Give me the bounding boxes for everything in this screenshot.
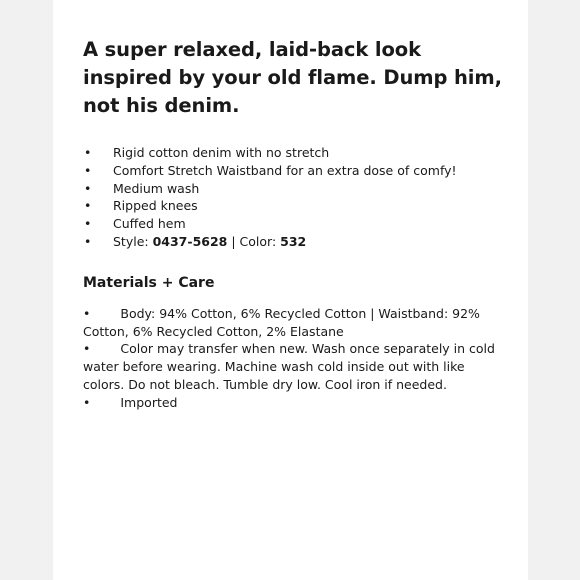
bullet-icon: • bbox=[83, 305, 91, 321]
list-item bbox=[83, 180, 503, 198]
feature-text: Cuffed hem bbox=[113, 216, 186, 232]
materials-text: Body: 94% Cotton, 6% Recycled Cotton | Waistband: 92% Cotton, 6% Recycled Cotton, 2% Elastane bbox=[83, 305, 480, 339]
feature-text: Comfort Stretch Waistband for an extra dose of comfy! bbox=[113, 162, 457, 178]
feature-list bbox=[83, 144, 503, 251]
feature-text: Medium wash bbox=[113, 180, 200, 196]
bullet-icon: • bbox=[84, 233, 92, 249]
list-item bbox=[83, 215, 503, 233]
style-label: Style: bbox=[113, 233, 153, 249]
bullet-icon: • bbox=[84, 180, 92, 196]
product-description-card bbox=[53, 0, 528, 580]
description-content bbox=[83, 36, 503, 412]
bullet-icon: • bbox=[83, 341, 91, 357]
materials-care-heading: Materials + Care bbox=[83, 274, 215, 291]
materials-care-list bbox=[83, 305, 503, 412]
bullet-icon: • bbox=[84, 162, 92, 178]
list-item bbox=[83, 197, 503, 215]
origin-text: Imported bbox=[120, 394, 178, 410]
feature-text: Ripped knees bbox=[113, 198, 198, 214]
style-color-item bbox=[83, 233, 503, 251]
list-item bbox=[83, 305, 503, 341]
list-item bbox=[83, 394, 503, 412]
bullet-icon: • bbox=[83, 394, 91, 410]
bullet-icon: • bbox=[84, 145, 92, 160]
style-code: 0437-5628 bbox=[152, 233, 228, 249]
feature-text: Rigid cotton denim with no stretch bbox=[113, 145, 330, 160]
bullet-icon: • bbox=[84, 216, 92, 232]
list-item bbox=[83, 144, 503, 162]
list-item bbox=[83, 340, 503, 393]
product-headline: A super relaxed, laid-back look inspired by your old flame. Dump him, not his denim. bbox=[83, 38, 502, 117]
color-code: 532 bbox=[280, 233, 307, 249]
bullet-icon: • bbox=[84, 198, 92, 214]
list-item bbox=[83, 162, 503, 180]
care-text: Color may transfer when new. Wash once separately in cold water before wearing. Machine wash cold inside out with like colors. Do not bleach. Tumble dry low. Cool iron if needed. bbox=[83, 341, 495, 392]
color-label: | Color: bbox=[227, 233, 281, 249]
